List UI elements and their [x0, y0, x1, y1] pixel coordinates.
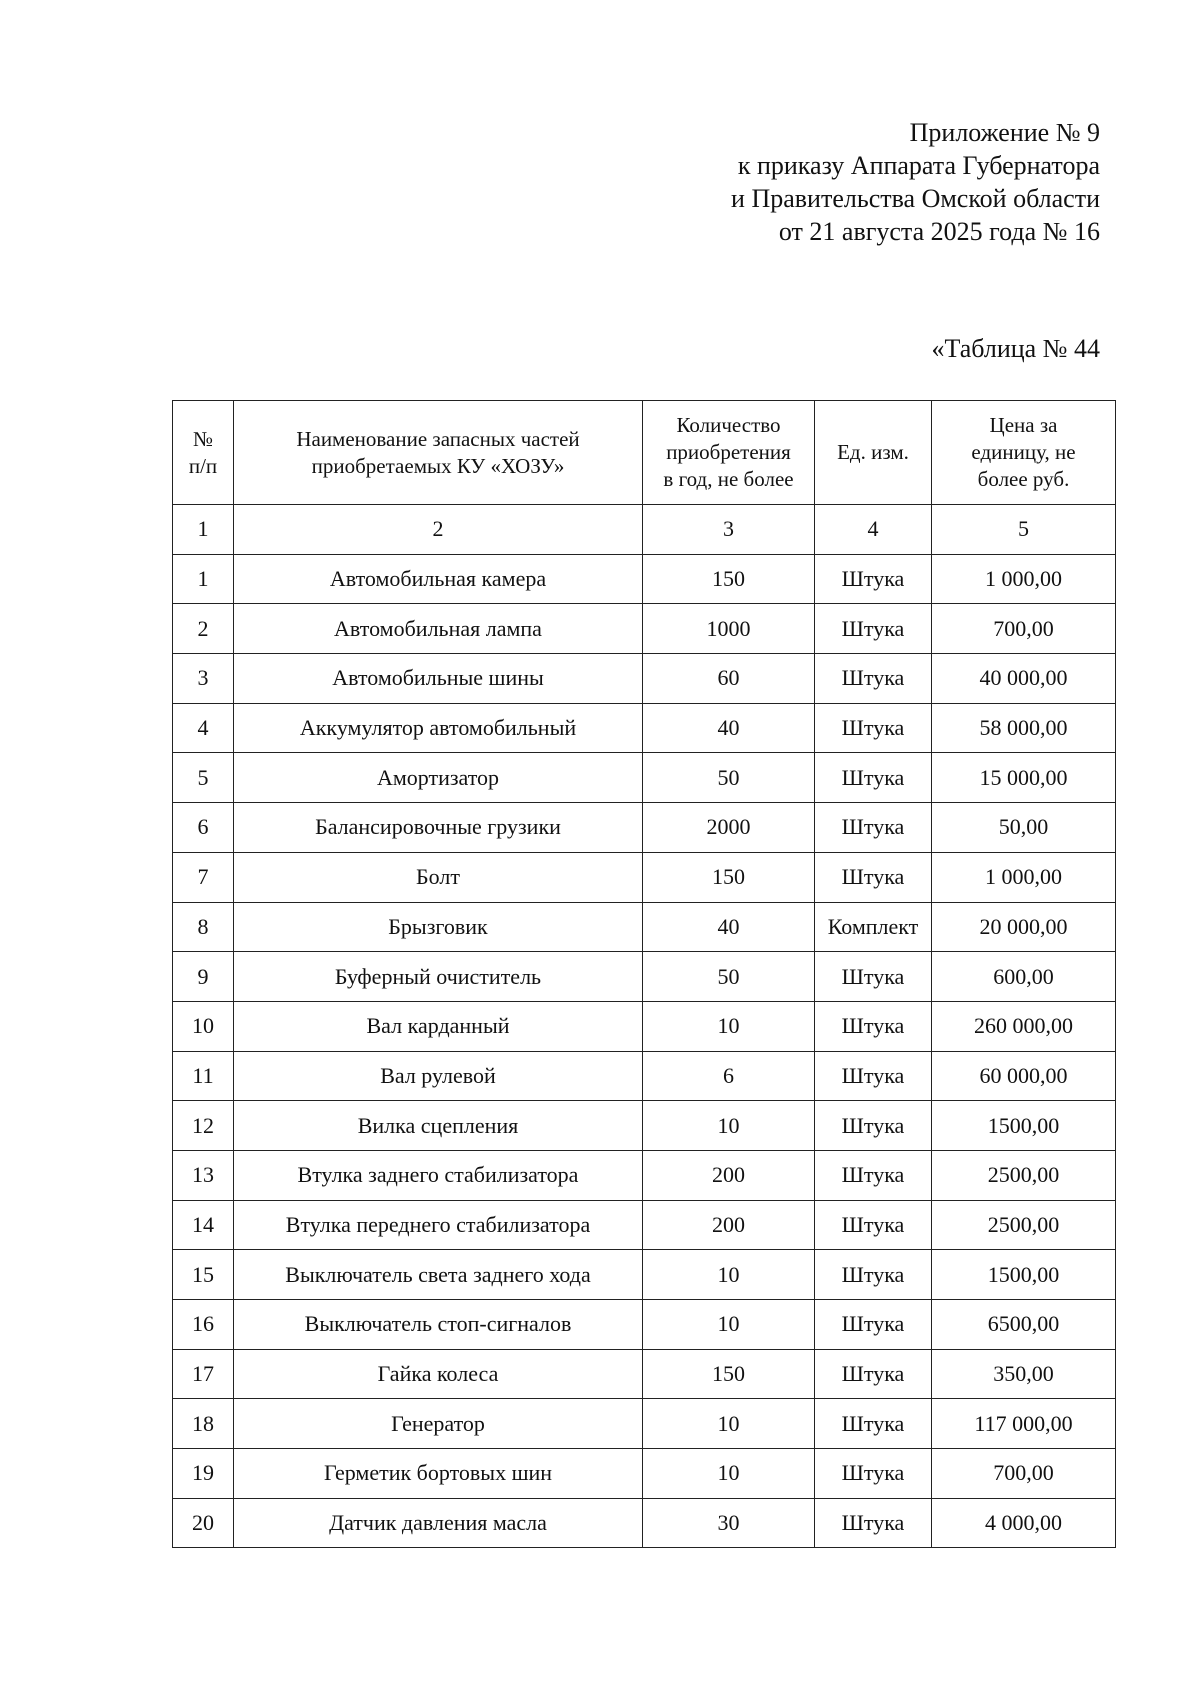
table-row — [173, 1300, 1116, 1350]
table-row — [173, 1349, 1116, 1399]
cell-quantity: 150 — [643, 1349, 815, 1399]
col-header-name: Наименование запасных частей приобретаемых КУ «ХОЗУ» — [234, 401, 643, 505]
cell-number: 2 — [173, 604, 234, 654]
cell-quantity: 50 — [643, 952, 815, 1002]
cell-quantity: 1000 — [643, 604, 815, 654]
cell-quantity: 2000 — [643, 803, 815, 853]
cell-unit: Штука — [815, 1349, 932, 1399]
cell-part-name: Автомобильная лампа — [234, 604, 643, 654]
table-body — [173, 505, 1116, 1548]
cell-unit: Штука — [815, 1449, 932, 1499]
cell-number: 10 — [173, 1001, 234, 1051]
cell-price: 1500,00 — [932, 1250, 1116, 1300]
cell-price: 117 000,00 — [932, 1399, 1116, 1449]
cell-unit: Штука — [815, 1250, 932, 1300]
cell-part-name: Выключатель света заднего хода — [234, 1250, 643, 1300]
cell-part-name: Автомобильная камера — [234, 554, 643, 604]
cell-number: 15 — [173, 1250, 234, 1300]
cell-quantity: 10 — [643, 1300, 815, 1350]
column-number: 5 — [932, 505, 1116, 555]
table-row — [173, 604, 1116, 654]
cell-number: 14 — [173, 1200, 234, 1250]
cell-part-name: Вилка сцепления — [234, 1101, 643, 1151]
cell-price: 58 000,00 — [932, 703, 1116, 753]
cell-quantity: 30 — [643, 1498, 815, 1548]
cell-unit: Комплект — [815, 902, 932, 952]
cell-price: 4 000,00 — [932, 1498, 1116, 1548]
cell-unit: Штука — [815, 654, 932, 704]
table-row — [173, 703, 1116, 753]
cell-quantity: 10 — [643, 1449, 815, 1499]
cell-number: 3 — [173, 654, 234, 704]
table-row — [173, 852, 1116, 902]
order-reference: к приказу Аппарата Губернатора — [737, 151, 1100, 180]
government-name: и Правительства Омской области — [731, 184, 1100, 213]
cell-part-name: Амортизатор — [234, 753, 643, 803]
cell-price: 60 000,00 — [932, 1051, 1116, 1101]
cell-number: 16 — [173, 1300, 234, 1350]
cell-unit: Штука — [815, 554, 932, 604]
table-row — [173, 902, 1116, 952]
cell-number: 4 — [173, 703, 234, 753]
cell-price: 40 000,00 — [932, 654, 1116, 704]
cell-price: 1500,00 — [932, 1101, 1116, 1151]
cell-unit: Штука — [815, 1200, 932, 1250]
cell-part-name: Автомобильные шины — [234, 654, 643, 704]
appendix-number: Приложение № 9 — [909, 118, 1100, 147]
cell-number: 17 — [173, 1349, 234, 1399]
cell-part-name: Балансировочные грузики — [234, 803, 643, 853]
cell-number: 1 — [173, 554, 234, 604]
table-row — [173, 1101, 1116, 1151]
cell-price: 20 000,00 — [932, 902, 1116, 952]
table-header-row — [173, 401, 1116, 505]
cell-part-name: Вал рулевой — [234, 1051, 643, 1101]
table-caption: «Таблица № 44 — [931, 334, 1100, 363]
cell-quantity: 150 — [643, 852, 815, 902]
table-row — [173, 554, 1116, 604]
cell-unit: Штука — [815, 703, 932, 753]
cell-number: 20 — [173, 1498, 234, 1548]
column-number: 3 — [643, 505, 815, 555]
cell-price: 700,00 — [932, 1449, 1116, 1499]
cell-part-name: Выключатель стоп-сигналов — [234, 1300, 643, 1350]
table-row — [173, 1498, 1116, 1548]
cell-number: 18 — [173, 1399, 234, 1449]
cell-price: 2500,00 — [932, 1150, 1116, 1200]
cell-quantity: 10 — [643, 1250, 815, 1300]
cell-unit: Штука — [815, 852, 932, 902]
cell-part-name: Брызговик — [234, 902, 643, 952]
cell-part-name: Втулка заднего стабилизатора — [234, 1150, 643, 1200]
table-row — [173, 1200, 1116, 1250]
cell-quantity: 6 — [643, 1051, 815, 1101]
cell-unit: Штука — [815, 1001, 932, 1051]
cell-part-name: Гайка колеса — [234, 1349, 643, 1399]
table-row — [173, 1001, 1116, 1051]
cell-price: 1 000,00 — [932, 554, 1116, 604]
cell-part-name: Вал карданный — [234, 1001, 643, 1051]
cell-number: 9 — [173, 952, 234, 1002]
table-row — [173, 654, 1116, 704]
table-row — [173, 1051, 1116, 1101]
spare-parts-table — [172, 400, 1116, 1548]
column-number: 1 — [173, 505, 234, 555]
cell-number: 8 — [173, 902, 234, 952]
cell-part-name: Генератор — [234, 1399, 643, 1449]
cell-unit: Штука — [815, 952, 932, 1002]
cell-unit: Штука — [815, 803, 932, 853]
cell-quantity: 10 — [643, 1001, 815, 1051]
cell-price: 50,00 — [932, 803, 1116, 853]
cell-unit: Штука — [815, 1150, 932, 1200]
column-number-row — [173, 505, 1116, 555]
column-number: 4 — [815, 505, 932, 555]
cell-part-name: Буферный очиститель — [234, 952, 643, 1002]
cell-unit: Штука — [815, 1498, 932, 1548]
cell-quantity: 200 — [643, 1150, 815, 1200]
cell-unit: Штука — [815, 1300, 932, 1350]
cell-quantity: 60 — [643, 654, 815, 704]
appendix-header — [731, 116, 1100, 248]
cell-price: 600,00 — [932, 952, 1116, 1002]
cell-quantity: 40 — [643, 902, 815, 952]
cell-number: 11 — [173, 1051, 234, 1101]
cell-quantity: 40 — [643, 703, 815, 753]
cell-quantity: 200 — [643, 1200, 815, 1250]
col-header-price: Цена за единицу, не более руб. — [932, 401, 1116, 505]
cell-part-name: Аккумулятор автомобильный — [234, 703, 643, 753]
cell-price: 2500,00 — [932, 1200, 1116, 1250]
cell-part-name: Втулка переднего стабилизатора — [234, 1200, 643, 1250]
cell-part-name: Датчик давления масла — [234, 1498, 643, 1548]
cell-unit: Штука — [815, 1051, 932, 1101]
cell-part-name: Болт — [234, 852, 643, 902]
table-row — [173, 1449, 1116, 1499]
cell-unit: Штука — [815, 753, 932, 803]
cell-unit: Штука — [815, 1101, 932, 1151]
cell-price: 260 000,00 — [932, 1001, 1116, 1051]
table-row — [173, 1399, 1116, 1449]
cell-quantity: 10 — [643, 1101, 815, 1151]
col-header-number: № п/п — [173, 401, 234, 505]
cell-quantity: 50 — [643, 753, 815, 803]
cell-quantity: 10 — [643, 1399, 815, 1449]
table-row — [173, 753, 1116, 803]
cell-price: 700,00 — [932, 604, 1116, 654]
cell-unit: Штука — [815, 604, 932, 654]
cell-number: 7 — [173, 852, 234, 902]
table-row — [173, 1250, 1116, 1300]
cell-number: 19 — [173, 1449, 234, 1499]
cell-number: 12 — [173, 1101, 234, 1151]
cell-quantity: 150 — [643, 554, 815, 604]
cell-number: 6 — [173, 803, 234, 853]
table-row — [173, 803, 1116, 853]
cell-part-name: Герметик бортовых шин — [234, 1449, 643, 1499]
col-header-unit: Ед. изм. — [815, 401, 932, 505]
cell-price: 6500,00 — [932, 1300, 1116, 1350]
cell-price: 15 000,00 — [932, 753, 1116, 803]
cell-unit: Штука — [815, 1399, 932, 1449]
table-row — [173, 952, 1116, 1002]
cell-price: 350,00 — [932, 1349, 1116, 1399]
cell-number: 13 — [173, 1150, 234, 1200]
cell-price: 1 000,00 — [932, 852, 1116, 902]
table-row — [173, 1150, 1116, 1200]
order-date: от 21 августа 2025 года № 16 — [778, 217, 1100, 246]
column-number: 2 — [234, 505, 643, 555]
col-header-quantity: Количество приобретения в год, не более — [643, 401, 815, 505]
cell-number: 5 — [173, 753, 234, 803]
